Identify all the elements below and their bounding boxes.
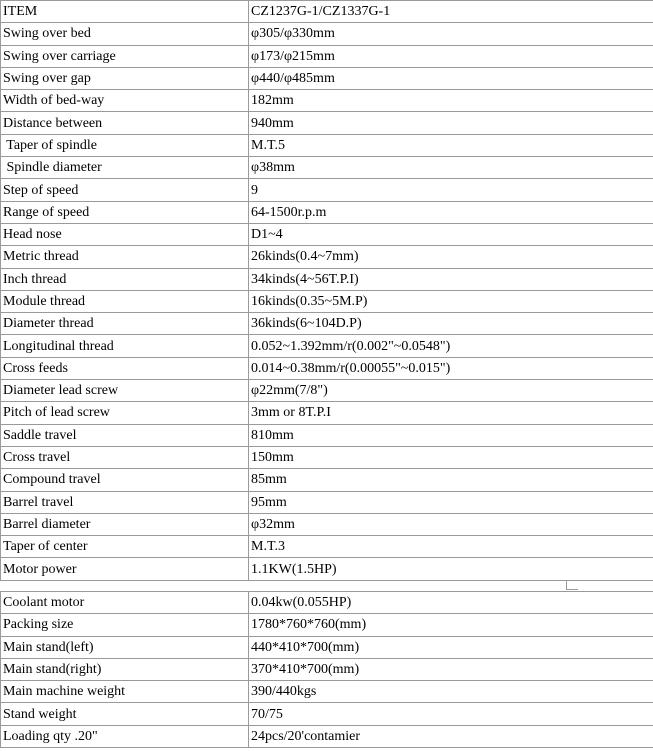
spec-key-cell[interactable]: Main stand(right)	[1, 658, 249, 680]
spec-value-cell[interactable]: φ38mm	[249, 157, 653, 179]
spec-key-cell[interactable]: Taper of spindle	[1, 134, 249, 156]
spec-table-main-body	[1, 1, 653, 581]
spec-key-cell[interactable]: Packing size	[1, 614, 249, 636]
spec-table-secondary-body	[1, 592, 653, 748]
spec-value-cell[interactable]: 36kinds(6~104D.P)	[249, 313, 653, 335]
spec-table-secondary	[0, 591, 653, 748]
table-row	[1, 592, 653, 614]
spec-key-cell[interactable]: Module thread	[1, 290, 249, 312]
spec-key-cell[interactable]: Saddle travel	[1, 424, 249, 446]
table-row	[1, 703, 653, 725]
spec-key-cell[interactable]: Diameter thread	[1, 313, 249, 335]
spec-value-cell[interactable]: φ22mm(7/8")	[249, 380, 653, 402]
spec-value-cell[interactable]: 0.04kw(0.055HP)	[249, 592, 653, 614]
spec-value-cell[interactable]: 810mm	[249, 424, 653, 446]
spec-value-cell[interactable]: 26kinds(0.4~7mm)	[249, 246, 653, 268]
table-row	[1, 614, 653, 636]
spec-value-cell[interactable]: M.T.5	[249, 134, 653, 156]
spec-value-cell[interactable]: CZ1237G-1/CZ1337G-1	[249, 1, 653, 23]
table-row	[1, 681, 653, 703]
spec-value-cell[interactable]: 0.052~1.392mm/r(0.002"~0.0548")	[249, 335, 653, 357]
table-row	[1, 313, 653, 335]
table-row	[1, 491, 653, 513]
spec-value-cell[interactable]: φ305/φ330mm	[249, 23, 653, 45]
table-row	[1, 90, 653, 112]
spec-value-cell[interactable]: 440*410*700(mm)	[249, 636, 653, 658]
spec-key-cell[interactable]: ITEM	[1, 1, 249, 23]
spec-key-cell[interactable]: Coolant motor	[1, 592, 249, 614]
spec-key-cell[interactable]: Loading qty .20"	[1, 725, 249, 747]
spec-key-cell[interactable]: Cross feeds	[1, 357, 249, 379]
spec-value-cell[interactable]: 64-1500r.p.m	[249, 201, 653, 223]
table-row	[1, 134, 653, 156]
table-row	[1, 201, 653, 223]
spec-value-cell[interactable]: 24pcs/20'contamier	[249, 725, 653, 747]
table-row	[1, 402, 653, 424]
spec-value-cell[interactable]: 940mm	[249, 112, 653, 134]
table-row	[1, 1, 653, 23]
spec-value-cell[interactable]: 390/440kgs	[249, 681, 653, 703]
spec-key-cell[interactable]: Motor power	[1, 558, 249, 580]
spec-key-cell[interactable]: Cross travel	[1, 446, 249, 468]
table-row	[1, 446, 653, 468]
table-row	[1, 513, 653, 535]
spec-value-cell[interactable]: 1780*760*760(mm)	[249, 614, 653, 636]
spec-key-cell[interactable]: Longitudinal thread	[1, 335, 249, 357]
spec-value-cell[interactable]: φ173/φ215mm	[249, 45, 653, 67]
spec-key-cell[interactable]: Diameter lead screw	[1, 380, 249, 402]
spec-value-cell[interactable]: 70/75	[249, 703, 653, 725]
spec-value-cell[interactable]: 9	[249, 179, 653, 201]
spec-value-cell[interactable]: φ32mm	[249, 513, 653, 535]
spec-key-cell[interactable]: Stand weight	[1, 703, 249, 725]
table-row	[1, 658, 653, 680]
table-row	[1, 223, 653, 245]
spec-key-cell[interactable]: Spindle diameter	[1, 157, 249, 179]
table-row	[1, 112, 653, 134]
table-row	[1, 536, 653, 558]
table-row	[1, 268, 653, 290]
spec-key-cell[interactable]: Compound travel	[1, 469, 249, 491]
spec-key-cell[interactable]: Head nose	[1, 223, 249, 245]
spec-value-cell[interactable]: 0.014~0.38mm/r(0.00055"~0.015")	[249, 357, 653, 379]
table-row	[1, 45, 653, 67]
spec-key-cell[interactable]: Swing over carriage	[1, 45, 249, 67]
spec-key-cell[interactable]: Taper of center	[1, 536, 249, 558]
spec-key-cell[interactable]: Range of speed	[1, 201, 249, 223]
spec-value-cell[interactable]: D1~4	[249, 223, 653, 245]
table-row	[1, 424, 653, 446]
table-row	[1, 67, 653, 89]
spec-key-cell[interactable]: Metric thread	[1, 246, 249, 268]
table-row	[1, 335, 653, 357]
spec-key-cell[interactable]: Width of bed-way	[1, 90, 249, 112]
spec-key-cell[interactable]: Distance between	[1, 112, 249, 134]
spec-value-cell[interactable]: 95mm	[249, 491, 653, 513]
table-row	[1, 23, 653, 45]
table-row	[1, 246, 653, 268]
spec-value-cell[interactable]: 34kinds(4~56T.P.I)	[249, 268, 653, 290]
table-row	[1, 380, 653, 402]
table-row	[1, 725, 653, 747]
spec-value-cell[interactable]: 150mm	[249, 446, 653, 468]
spec-key-cell[interactable]: Main stand(left)	[1, 636, 249, 658]
page-gap	[0, 581, 653, 591]
spec-value-cell[interactable]: 85mm	[249, 469, 653, 491]
spec-value-cell[interactable]: 3mm or 8T.P.I	[249, 402, 653, 424]
spec-key-cell[interactable]: Swing over gap	[1, 67, 249, 89]
table-row	[1, 469, 653, 491]
spec-value-cell[interactable]: 182mm	[249, 90, 653, 112]
cell-border-fragment	[566, 589, 578, 590]
table-row	[1, 357, 653, 379]
table-row	[1, 290, 653, 312]
spec-value-cell[interactable]: 16kinds(0.35~5M.P)	[249, 290, 653, 312]
spec-value-cell[interactable]: 370*410*700(mm)	[249, 658, 653, 680]
spec-value-cell[interactable]: M.T.3	[249, 536, 653, 558]
spec-key-cell[interactable]: Barrel diameter	[1, 513, 249, 535]
cell-border-fragment	[566, 581, 567, 589]
table-row	[1, 558, 653, 580]
spec-key-cell[interactable]: Swing over bed	[1, 23, 249, 45]
spec-key-cell[interactable]: Main machine weight	[1, 681, 249, 703]
spec-key-cell[interactable]: Barrel travel	[1, 491, 249, 513]
spec-key-cell[interactable]: Step of speed	[1, 179, 249, 201]
spec-key-cell[interactable]: Pitch of lead screw	[1, 402, 249, 424]
table-row	[1, 179, 653, 201]
spec-value-cell[interactable]: φ440/φ485mm	[249, 67, 653, 89]
spec-value-cell[interactable]: 1.1KW(1.5HP)	[249, 558, 653, 580]
spec-key-cell[interactable]: Inch thread	[1, 268, 249, 290]
table-row	[1, 636, 653, 658]
table-row	[1, 157, 653, 179]
